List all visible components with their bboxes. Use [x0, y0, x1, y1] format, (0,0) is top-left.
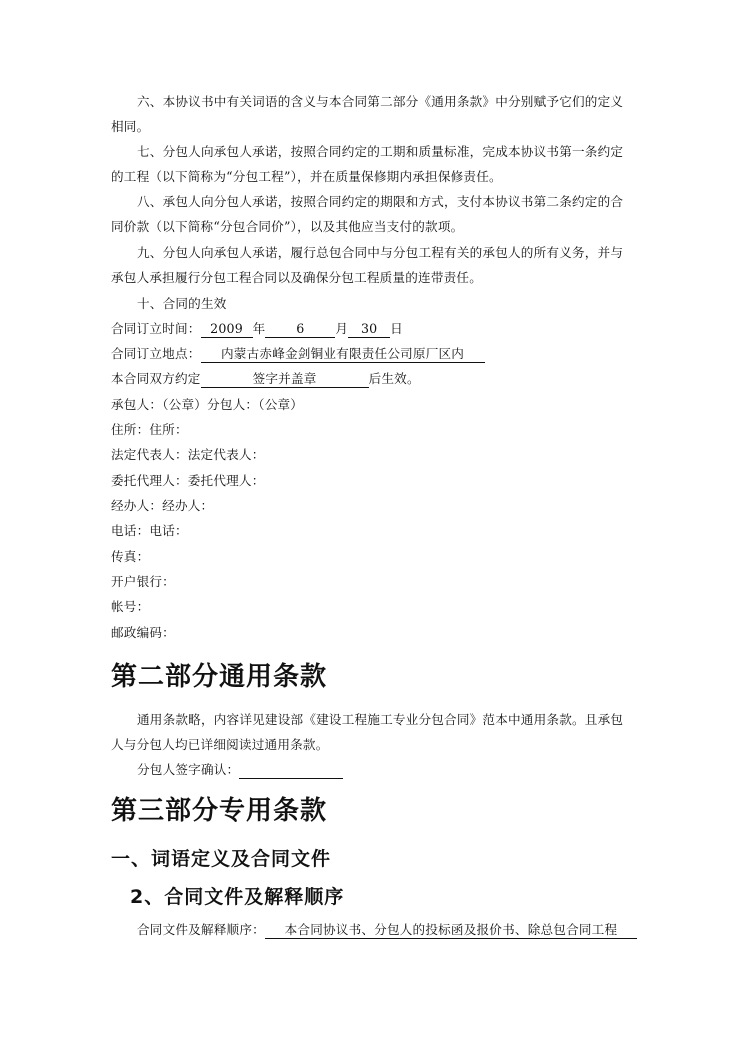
handler-field: 经办人：经办人： — [111, 498, 214, 513]
signing-day-unit: 日 — [390, 321, 403, 336]
signing-effect-value: 签字并盖章 — [201, 371, 369, 388]
address-field: 住所：住所： — [111, 422, 188, 437]
contract-docs-line — [137, 922, 637, 939]
signing-effect-prefix: 本合同双方约定 — [111, 371, 201, 386]
part2-sign-blank — [239, 762, 343, 779]
clause-nine-line2: 承包人承担履行分包工程合同以及确保分包工程质量的连带责任。 — [111, 270, 483, 285]
signing-month-unit: 月 — [335, 321, 349, 336]
signing-place-line — [111, 346, 485, 363]
signing-year: 2009 — [201, 321, 253, 338]
bank-field: 开户银行： — [111, 574, 175, 589]
signing-year-unit: 年 — [252, 321, 266, 336]
clause-seven-line1: 七、分包人向承包人承诺，按照合同约定的工期和质量标准，完成本协议书第一条约定 — [137, 144, 624, 159]
contract-docs-label: 合同文件及解释顺序： — [137, 922, 265, 937]
clause-nine-line1: 九、分包人向承包人承诺，履行总包合同中与分包工程有关的承包人的所有义务，并与 — [137, 245, 624, 260]
part3-section2-heading: 2、合同文件及解释顺序 — [130, 886, 345, 908]
phone-field: 电话：电话： — [111, 523, 188, 538]
clause-eight-line1: 八、承包人向分包人承诺，按照合同约定的期限和方式，支付本协议书第二条约定的合 — [137, 194, 624, 209]
fax-field: 传真： — [111, 549, 150, 564]
part3-section1-heading: 一、词语定义及合同文件 — [111, 848, 332, 870]
postcode-field: 邮政编码： — [111, 625, 175, 640]
signing-place-label: 合同订立地点： — [111, 346, 201, 361]
clause-six-line1: 六、本协议书中有关词语的含义与本合同第二部分《通用条款》中分别赋予它们的定义 — [137, 94, 624, 109]
part2-heading: 第二部分通用条款 — [111, 662, 328, 692]
signing-day: 30 — [348, 321, 390, 338]
clause-eight-line2: 同价款（以下简称“分包合同价”），以及其他应当支付的款项。 — [111, 219, 464, 234]
clause-ten-title: 十、合同的生效 — [137, 296, 227, 311]
legal-rep-field: 法定代表人：法定代表人： — [111, 447, 265, 462]
clause-seven-line2: 的工程（以下简称为“分包工程”），并在质量保修期内承担保修责任。 — [111, 169, 502, 184]
signing-effect-suffix: 后生效。 — [368, 371, 420, 386]
agent-field: 委托代理人：委托代理人： — [111, 473, 265, 488]
part2-sign-label: 分包人签字确认： — [137, 762, 240, 777]
signing-date-label: 合同订立时间： — [111, 321, 201, 336]
signing-month: 6 — [265, 321, 335, 338]
part2-body-line2: 人与分包人均已详细阅读过通用条款。 — [111, 737, 329, 752]
clause-six-line2: 相同。 — [111, 119, 150, 134]
signing-effect-line — [111, 371, 420, 388]
signing-date-line — [111, 321, 403, 338]
party-seal-field: 承包人：（公章）分包人：（公章） — [111, 397, 304, 412]
signing-place: 内蒙古赤峰金剑铜业有限责任公司原厂区内 — [201, 346, 485, 363]
part2-sign-line — [137, 762, 343, 779]
contract-docs-value: 本合同协议书、分包人的投标函及报价书、除总包合同工程 — [265, 922, 637, 939]
account-field: 帐号： — [111, 599, 150, 614]
part3-heading: 第三部分专用条款 — [111, 796, 328, 826]
part2-body-line1: 通用条款略，内容详见建设部《建设工程施工专业分包合同》范本中通用条款。且承包 — [137, 712, 624, 727]
